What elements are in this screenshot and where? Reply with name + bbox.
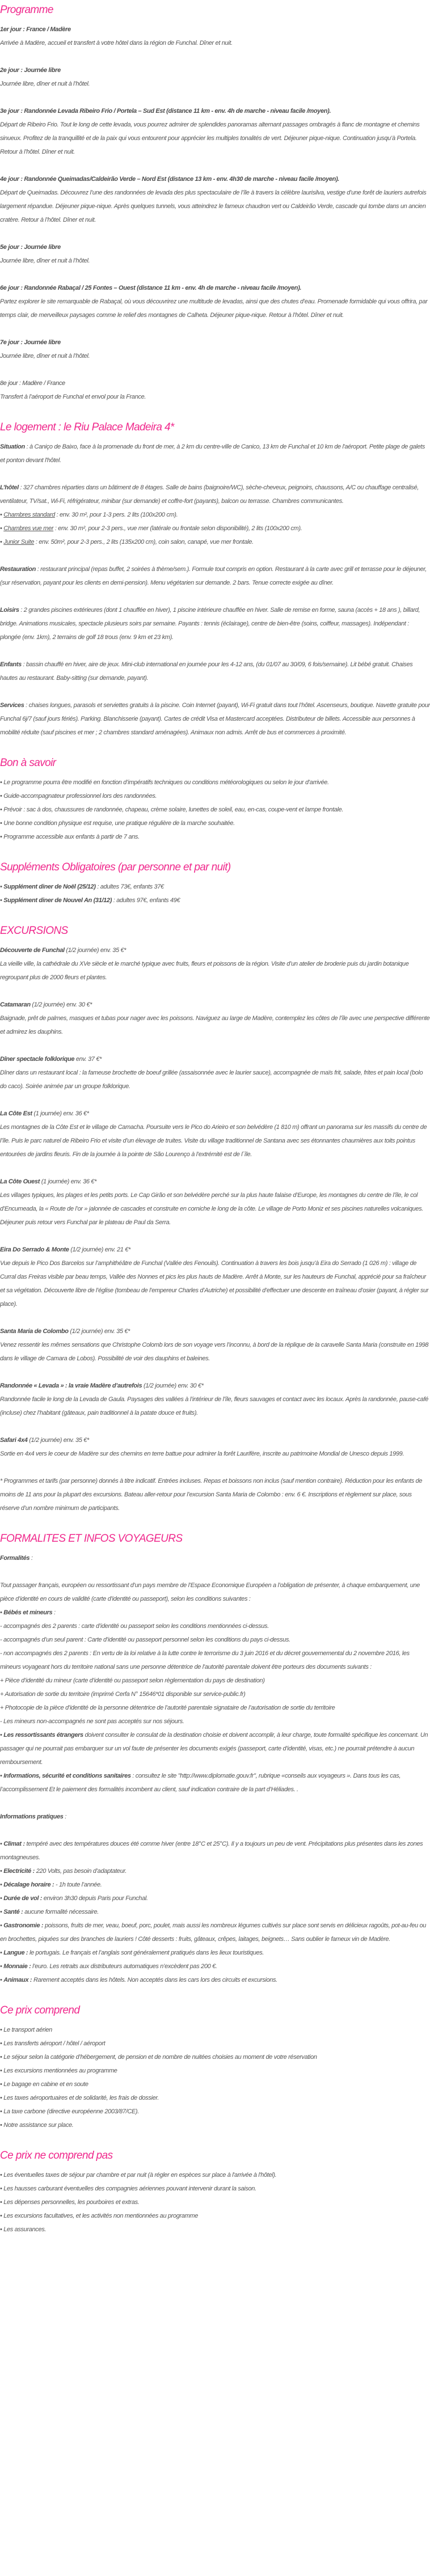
excursion-item [0,1433,430,1461]
day-title: 8e jour : Madère / France [0,380,65,387]
bebes-line: - non accompagnés des 2 parents : En vertu de la loi relative à la lutte contre le terrorisme du 3 juin 2016 et du décret gouvernemental du 2 novembre 2016, les mineurs voyageant hors du territoire national sans une personne détentrice de l’autorité parentale doivent être porteurs des documents suivants : [0,1650,410,1670]
list-item: • Une bonne condition physique est requise, une pratique régulière de la marche souhaitée. [0,817,430,830]
pratiques-heading: Informations pratiques : [0,1813,66,1820]
section-title-ne-comprend-pas: Ce prix ne comprend pas [0,2150,113,2162]
list-item: • Les hausses carburant éventuelles des compagnies aériennes pouvant intervenir durant la saison. [0,2182,430,2196]
excursion-meta: (1/2 journée) env. 30 €* [30,1001,92,1008]
label: Langue : [3,1949,28,1956]
section-title-comprend: Ce prix comprend [0,2004,80,2016]
excursion-item [0,944,430,984]
section-title-bon-a-savoir: Bon à savoir [0,757,56,769]
excursion-item [0,1107,430,1161]
hotel-restauration [0,562,430,590]
excursions-footnote: * Programmes et tarifs (par personne) donnés à titre indicatif. Entrées incluses. Repas et boissons non inclus (sauf mention contraire). Réduction pour les enfants de moins de 11 ans pour la plupart des excursions. Bateau aller-retour pour l’excursion Santa Maria de Colombo : env. 6 €. Inscriptions et règlement sur place, sous réserve d’un nombre minimum de participants. [0,1478,423,1512]
text: : 327 chambres réparties dans un bâtiment de 8 étages. Salle de bains (baignoire/WC), sèche-cheveux, peignoirs, chaussons, A/C ou chauffage centralisé, ventilateur, TV/sat., Wi-Fi, réfrigérateur, minibar (sur demande) et coffre-fort (payants), balcon ou terrasse. Chambres communicantes. [0,484,419,505]
excursion-name: Catamaran [0,1001,31,1008]
label: L’hôtel [0,484,19,491]
excursion-meta: (1/2 journée) env. 35 €* [64,947,127,954]
room-text: : env. 50m², pour 2-3 pers., 2 lits (135x200 cm), coin salon, canapé, vue mer frontale. [34,539,254,545]
list-item: • Le séjour selon la catégorie d’hébergement, de pension et de nombre de nuitées choisies au moment de votre réservation [0,2050,430,2064]
label: Services [0,702,24,709]
day-text: Départ de Queimadas. Découvrez l’une des randonnées de levada des plus spectaculaire de l’île à travers la célèbre laurisilva, vestige d’une forêt de lauriers autrefois largement répandue. Déjeuner pique-nique. Après quelques tunnels, vous atteindrez le fameux chaudron vert ou Caldeirão Verde, cascade qui tombe dans un ancien cratère. Retour à l’hôtel. Dîner et nuit. [0,189,427,223]
list-item: • Les dépenses personnelles, les pourboires et extras. [0,2196,430,2209]
list-item: • Le transport aérien [0,2023,430,2037]
day-block [0,23,430,50]
excursion-name: Randonnée « Levada » : la vraie Madère d’autrefois [0,1382,142,1389]
excursion-name: La Côte Ouest [0,1178,40,1185]
label: Restauration [0,566,36,573]
price: : adultes 73€, enfants 37€ [95,883,164,890]
pratique-item [0,1837,430,1864]
section-programme [0,0,430,404]
excursion-meta: (1/2 journée) env. 35 €* [68,1328,130,1335]
pratique-item [0,1960,430,1973]
excursion-name: Eira Do Serrado & Monte [0,1246,69,1253]
text: doivent consulter le consulat de la destination choisie et doivent accomplir, à leur charge, toute formalité spécifique les concernant. Un passager qui ne pourrait pas embarquer sur un vol faute de présenter les documents exigés (passeport, carte d’identité, visas, etc.) ne pourrait prétendre à aucun remboursement. [0,1732,428,1766]
excursion-meta: (1/2 journée) env. 35 €* [27,1437,89,1444]
section-title-excursions: EXCURSIONS [0,925,68,937]
label: Bébés et mineurs [3,1609,53,1616]
pratique-item [0,1892,430,1905]
label: Situation [0,443,25,450]
section-formalites [0,1529,430,1987]
excursion-name: Dîner spectacle folklorique [0,1056,75,1063]
excursion-text: Baignade, prêt de palmes, masques et tubas pour nager avec les poissons. Naviguez au large de Madère, contemplez les côtes de l’île avec une perspective différente et admirez les dauphins. [0,1015,430,1035]
day-title: 5e jour : Journée libre [0,244,61,251]
pratique-item [0,1946,430,1960]
day-title: 2e jour : Journée libre [0,67,61,74]
day-block [0,336,430,363]
label: Informations, sécurité et conditions sanitaires [3,1773,131,1779]
bebes-line: + Photocopie de la pièce d’identité de la personne détentrice de l’autorité parentale signataire de l’autorisation de sortie du territoire [0,1704,335,1711]
day-block [0,377,430,404]
formalites-intro: Tout passager français, européen ou ressortissant d’un pays membre de l’Espace Economique Européen a l’obligation de présenter, à chaque embarquement, une pièce d’identité en cours de validité (carte d’identité ou passeport), selon les conditions suivantes : [0,1582,420,1602]
day-text: Arrivée à Madère, accueil et transfert à votre hôtel dans la région de Funchal. Dîner et nuit. [0,40,233,46]
text: le portugais. Le français et l’anglais sont généralement pratiqués dans les lieux touristiques. [28,1949,264,1956]
text: - 1h toute l’année. [54,1881,102,1888]
section-title-programme: Programme [0,4,53,16]
text: aucune formalité nécessaire. [23,1909,99,1915]
bebes-line: - accompagnés des 2 parents : carte d’identité ou passeport selon les conditions mentionnées ci-dessus. [0,1623,269,1630]
day-text: Journée libre, dîner et nuit à l’hôtel. [0,81,90,87]
list-item: • Les transferts aéroport / hôtel / aéroport [0,2037,430,2050]
excursion-text: Sortie en 4x4 vers le coeur de Madère sur des chemins en terre battue pour admirer la forêt Laurifère, inscrite au patrimoine Mondial de Unesco depuis 1999. [0,1450,404,1457]
label: Informations pratiques [0,1813,64,1820]
label: Santé : [3,1909,23,1915]
room-name: Junior Suite [3,539,35,545]
pratique-item [0,1973,430,1987]
label: Durée de vol : [3,1895,43,1902]
securite-info [0,1769,430,1796]
supplement-item [0,894,430,907]
label: Formalités [0,1555,30,1562]
label: Loisirs [0,607,19,614]
text: : bassin chauffé en hiver, aire de jeux. Mini-club international en journée pour les 4-12 ans, (du 01/07 au 30/09, 6 fois/semaine). Lit bébé gratuit. Chaises hautes au restaurant. Baby-sitting (sur demande, payant). [0,661,413,682]
list-item: • Les éventuelles taxes de séjour par chambre et par nuit (à régler en espèces sur place à l'arrivée à l'hôtel). [0,2168,430,2182]
text: l’euro. Les retraits aux distributeurs automatiques n’excèdent pas 200 €. [31,1963,217,1970]
text: : 2 grandes piscines extérieures (dont 1 chauffée en hiver), 1 piscine intérieure chauffée en hiver. Salle de remise en forme, sauna (accès + 18 ans ), billard, bridge. Animations musicales, spectacle plusieurs soirs par semaine. Payants : tennis (éclairage), centre de bien-être (soins, coiffeur, massages). Indépendant : plongée (env. 1km), 2 terrains de golf 18 trous (env. 9 km et 23 km). [0,607,420,641]
excursion-meta: (1/2 journée) env. 30 €* [142,1382,204,1389]
list-item: • La taxe carbone (directive européenne 2003/87/CE). [0,2105,430,2118]
list-item: • Le programme pourra être modifié en fonction d’impératifs techniques ou conditions météorologiques ou selon le jour d’arrivée. [0,776,430,789]
excursion-name: Safari 4x4 [0,1437,28,1444]
label: Supplément diner de Noël (25/12) [3,883,96,890]
bebes-line: + Pièce d’identité du mineur (carte d’identité ou passeport selon règlementation du pays de destination) [0,1677,265,1684]
label: Décalage horaire : [3,1881,54,1888]
excursion-name: Santa Maria de Colombo [0,1328,69,1335]
text: poissons, fruits de mer, veau, boeuf, porc, poulet, mais aussi les nombreux légumes cultivés sur place sont servis en délicieux ragoûts, pot-au-feu ou en brochettes, piquées sur des branches de lauriers ! Côté desserts : fruits, gâteaux, crêpes, laitages, beignets… Sans oublier le fameux vin de Madère. [0,1922,426,1943]
pratique-item [0,1878,430,1892]
bebes-line: + Autorisation de sortie du territoire (imprimé Cerfa N° 15646*01 disponible sur service-public.fr) [0,1691,246,1698]
excursion-text: La vieille ville, la cathédrale du XVe siècle et le marché typique avec fruits, fleurs et poissons de la région. Visite d’un atelier de broderie puis du jardin botanique regroupant plus de 2000 fleurs et plantes. [0,961,409,981]
day-title: 3e jour : Randonnée Levada Ribeiro Frio / Portela – Sud Est (distance 11 km - env. 4h de marche - niveau facile /moyen). [0,108,331,115]
day-block [0,281,430,322]
list-item: • Le bagage en cabine et en soute [0,2078,430,2091]
room-type [0,508,430,522]
bebes-line: - accompagnés d’un seul parent : Carte d’identité ou passeport personnel selon les conditions du pays ci-dessus. [0,1636,290,1643]
label: Les ressortissants étrangers [3,1732,83,1739]
bebes-line: - Les mineurs non-accompagnés ne sont pas acceptés sur nos séjours. [0,1718,184,1725]
excursion-meta: (1 journée) env. 36 €* [40,1178,97,1185]
excursion-text: Randonnée facile le long de la Levada de Gaula. Paysages des vallées à l’intérieur de l’île, fleurs sauvages et contact avec les locaux. Après la randonnée, pause-café (incluse) chez l’habitant (gâteaux, pain traditionnel à la patate douce et fruits). [0,1396,429,1416]
label: Animaux : [3,1977,32,1983]
price: : adultes 97€, enfants 49€ [112,897,180,904]
label: Climat : [3,1841,25,1847]
section-title-supplements: Suppléments Obligatoires (par personne et par nuit) [0,861,231,873]
excursion-text: Les montagnes de la Côte Est et le village de Camacha. Poursuite vers le Pico do Arieiro et son belvédère (1 810 m) offrant un panorama sur les massifs du centre de l’île. Puis le parc naturel de Ribeiro Frio et visite d’un élevage de truites. Visite du village traditionnel de Santana avec ses étonnantes chaumières aux toits pointus entourées de jardins fleuris. Fin de la journée à la pointe de São Lourenço à l’extrémité est de l´île. [0,1124,427,1158]
excursion-meta: (1/2 journée) env. 21 €* [69,1246,130,1253]
excursion-item [0,1175,430,1229]
label: Enfants [0,661,22,668]
excursion-text: Dîner dans un restaurant local : la fameuse brochette de boeuf grillée (assaisonnée avec le laurier sauce), accompagnée de maïs frit, salade, frites et pain local (bolo do caco). Soirée animée par un groupe folklorique. [0,1069,423,1090]
section-title-logement: Le logement : le Riu Palace Madeira 4* [0,421,174,433]
excursion-text: Venez ressentir les mêmes sensations que Christophe Colomb lors de son voyage vers l’inconnu, à bord de la réplique de la caravelle Santa Maria (construite en 1998 dans le village de Camara de Lobos). Possibilité de voir des dauphins et baleines. [0,1342,429,1362]
text: tempéré avec des températures douces été comme hiver (entre 18°C et 25°C). Il y a toujours un peu de vent. Précipitations plus présentes dans les zones montagneuses. [0,1841,423,1861]
text: : restaurant principal (repas buffet, 2 soirées à thème/sem.). Formule tout compris en option. Restaurant à la carte avec grill et terrasse pour le déjeuner, (sur réservation, payant pour les clients en demi-pension). Menu végétarien sur demande. 2 bars. Tenue correcte exigée au dîner. [0,566,427,586]
day-title: 7e jour : Journée libre [0,339,61,346]
list-item: • Programme accessible aux enfants à partir de 7 ans. [0,830,430,844]
label: Monnaie : [3,1963,31,1970]
list-item: • Prévoir : sac à dos, chaussures de randonnée, chapeau, crème solaire, lunettes de soleil, eau, en-cas, coupe-vent et lampe frontale. [0,803,430,817]
list-item: • Les assurances. [0,2223,430,2236]
text: environ 3h30 depuis Paris pour Funchal. [42,1895,148,1902]
etrangers-info [0,1728,430,1769]
hotel-situation [0,440,430,467]
text: : chaises longues, parasols et serviettes gratuits à la piscine. Coin Internet (payant), Wi-Fi gratuit dans tout l’hôtel. Ascenseurs, boutique. Navette gratuite pour Funchal 6j/7 (sauf jours fériés). Parking. Blanchisserie (payant). Cartes de crédit Visa et Mastercard acceptées. Distributeur de billets. Accessible aux personnes à mobilité réduite (sauf piscines et mer ; 2 chambres standard aménagées). Animaux non admis. Arrêt de bus et commerces à proximité. [0,702,430,736]
pratique-item [0,1905,430,1919]
day-block [0,240,430,268]
day-text: Transfert à l’aéroport de Funchal et envol pour la France. [0,394,146,400]
list-item: • Les excursions facultatives, et les activités non mentionnées au programme [0,2209,430,2223]
hotel-enfants [0,658,430,685]
hotel-description [0,481,430,508]
text: : consultez le site "http://www.diplomatie.gouv.fr", rubrique «conseils aux voyageurs ». Dans tous les cas, l’accomplissement Et le paiement des formalités incombent au client, sauf indication contraire de la part d’Héliades. . [0,1773,401,1793]
room-text: : env. 30 m², pour 1-3 pers. 2 lits (100x200 cm). [54,511,178,518]
text: 220 Volts, pas besoin d’adaptateur. [34,1868,127,1875]
section-prix-comprend [0,2000,430,2132]
excursion-name: La Côte Est [0,1110,32,1117]
formalites-heading: Formalités : [0,1555,33,1562]
section-title-formalites: FORMALITES ET INFOS VOYAGEURS [0,1533,183,1545]
day-block [0,172,430,227]
hotel-services [0,699,430,739]
list-item: • Les taxes aéroportuaires et de solidarité, les frais de dossier. [0,2091,430,2105]
pratique-item [0,1919,430,1946]
excursion-item [0,998,430,1039]
excursion-text: Vue depuis le Pico Dos Barcelos sur l’amphithéâtre de Funchal (Vallée des Fenouils). Continuation à travers les bois jusqu’à Eira do Serrado (1 026 m) : village de Curral das Freiras visible par beau temps, Vallée des Nonnes et pics les plus hauts de Madère. Arrêt à Monte, sur les hauteurs de Funchal, apprécié pour sa fraîcheur et sa végétation. Découverte libre de l’église (tombeau de l’empereur Charles d’Autriche) et possibilité d’effectuer une descente en traîneau d’osier (payant, à régler sur place). [0,1260,429,1308]
hotel-loisirs [0,603,430,644]
supplement-item [0,880,430,894]
day-title: 1er jour : France / Madère [0,26,71,33]
day-text: Départ de Ribeiro Frio. Tout le long de cette levada, vous pourrez admirer de splendides panoramas alternant passages ombragés à flanc de montagne et chemins sinueux. Profitez de la tranquillité et de la paix qui vous entourent pour apprécier les multiples tonalités de vert. Déjeuner pique-nique. Continuation jusqu’à Portela. Retour à l’hôtel. Dîner et nuit. [0,121,420,155]
label: Gastronomie : [3,1922,44,1929]
day-block [0,64,430,91]
room-type [0,535,430,549]
excursion-meta: (1 journée) env. 36 €* [32,1110,89,1117]
excursion-item [0,1379,430,1420]
excursion-meta: env. 37 €* [74,1056,102,1063]
text: : à Caniço de Baixo, face à la promenade du front de mer, à 2 km du centre-ville de Canico, 13 km de Funchal et 10 km de l'aéroport. Petite plage de galets et ponton devant l'hôtel. [0,443,425,464]
day-block [0,104,430,159]
section-prix-ne-comprend-pas [0,2146,430,2236]
day-text: Journée libre, dîner et nuit à l’hôtel. [0,257,90,264]
room-name: Chambres vue mer [3,525,54,532]
pratique-item [0,1864,430,1878]
text: Rarement acceptés dans les hôtels. Non acceptés dans les cars lors des circuits et excursions. [32,1977,277,1983]
section-supplements [0,857,430,907]
room-type [0,522,430,535]
excursion-name: Découverte de Funchal [0,947,65,954]
room-name: Chambres standard [3,511,55,518]
list-item: • Les excursions mentionnées au programme [0,2064,430,2078]
day-title: 6e jour : Randonnée Rabaçal / 25 Fontes – Ouest (distance 11 km - env. 4h de marche - niveau facile /moyen). [0,285,302,291]
excursion-text: Les villages typiques, les plages et les petits ports. Le Cap Girão et son belvédère perché sur la plus haute falaise d’Europe, les montagnes du centre de l’île, le col d’Encumeada, la « Route de l’or » jalonnée de cascades et construite en corniche le long de la côte. Le village de Porto Moniz et ses piscines naturelles volcaniques. Déjeuner puis retour vers Funchal par le plateau de Paul da Serra. [0,1192,423,1226]
section-logement [0,417,430,739]
section-excursions [0,921,430,1515]
label: Electricité : [3,1868,35,1875]
list-item: • Notre assistance sur place. [0,2118,430,2132]
list-item: • Guide-accompagnateur professionnel lors des randonnées. [0,789,430,803]
room-text: : env. 30 m², pour 2-3 pers., vue mer (latérale ou frontale selon disponibilité), 2 lits (100x200 cm). [53,525,302,532]
excursion-item [0,1243,430,1311]
day-text: Partez explorer le site remarquable de Rabaçal, où vous découvrirez une multitude de levadas, ainsi que des chutes d’eau. Promenade formidable qui vous offrira, par temps clair, de merveilleux paysages comme le relief des montagnes de Calheta. Déjeuner pique-nique. Retour à l’hôtel. Dîner et nuit. [0,298,428,319]
section-bon-a-savoir [0,753,430,844]
excursion-item [0,1052,430,1093]
label: Supplément diner de Nouvel An (31/12) [3,897,112,904]
day-text: Journée libre, dîner et nuit à l’hôtel. [0,353,90,359]
excursion-item [0,1325,430,1365]
bebes-heading: • Bébés et mineurs : [0,1606,430,1619]
day-title: 4e jour : Randonnée Queimadas/Caldeirão Verde – Nord Est (distance 13 km - env. 4h30 de marche - niveau facile /moyen). [0,176,339,183]
